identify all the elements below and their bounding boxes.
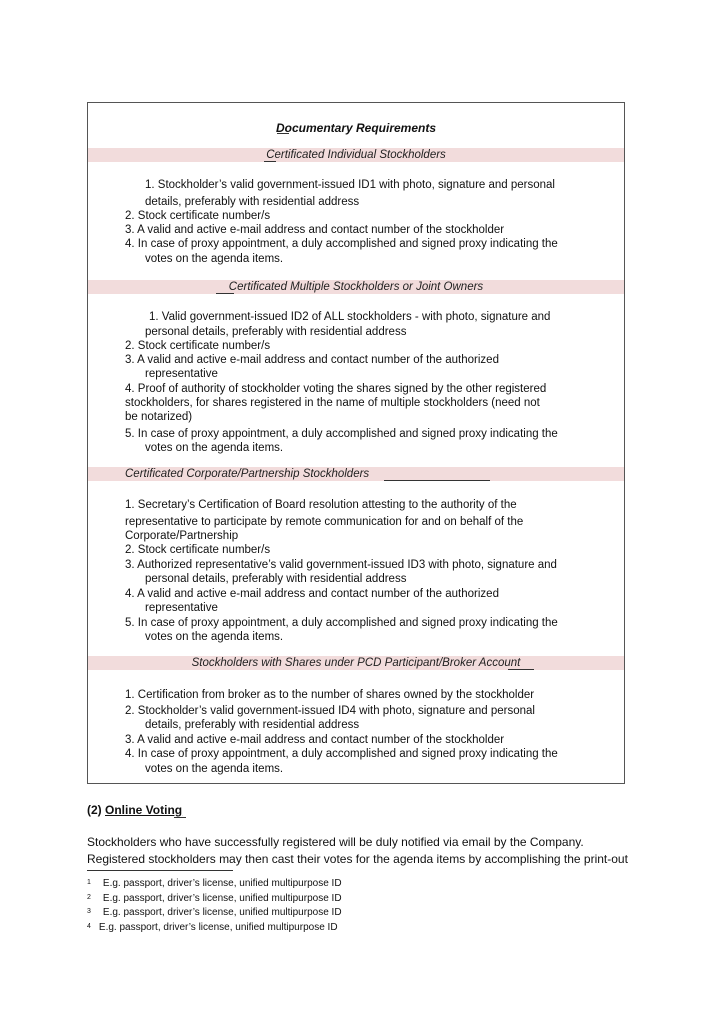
decorative-rule	[216, 293, 234, 294]
list-item: 4. In case of proxy appointment, a duly accomplished and signed proxy indicating the	[125, 748, 558, 760]
footnote-mark: 4	[87, 923, 91, 930]
list-item: 4. A valid and active e-mail address and contact number of the authorized	[125, 588, 499, 600]
list-item: representative	[145, 368, 218, 380]
list-item: stockholders, for shares registered in the name of multiple stockholders (need not	[125, 397, 540, 409]
section-heading-joint-owners: Certificated Multiple Stockholders or Joint Owners	[88, 280, 624, 294]
list-item: 3. A valid and active e-mail address and contact number of the stockholder	[125, 734, 505, 746]
list-item: 1. Stockholder’s valid government-issued ID1 with photo, signature and personal	[145, 179, 555, 191]
list-item: 2. Stockholder’s valid government-issued ID4 with photo, signature and personal	[125, 705, 535, 717]
list-item: representative	[145, 602, 218, 614]
decorative-rule	[264, 161, 276, 162]
footnote	[87, 892, 342, 905]
footnote	[87, 921, 338, 934]
footnote	[87, 906, 342, 919]
list-item: 1. Valid government-issued ID2 of ALL stockholders - with photo, signature and	[149, 311, 551, 323]
footnote-mark: 2	[87, 894, 91, 901]
list-item: details, preferably with residential address	[145, 719, 360, 731]
list-item: 4. In case of proxy appointment, a duly accomplished and signed proxy indicating the	[125, 238, 558, 250]
list-item: votes on the agenda items.	[145, 631, 284, 643]
decorative-rule	[384, 480, 490, 481]
section-heading-corporate: Certificated Corporate/Partnership Stockholders	[88, 467, 624, 481]
online-voting-number: (2)	[87, 803, 105, 817]
footnote-text: E.g. passport, driver’s license, unified multipurpose ID	[102, 893, 342, 904]
list-item: 2. Stock certificate number/s	[125, 544, 271, 556]
footnote	[87, 877, 342, 890]
list-item: votes on the agenda items.	[145, 253, 284, 265]
list-item: 3. Authorized representative’s valid government-issued ID3 with photo, signature and	[125, 559, 557, 571]
footnote-text: E.g. passport, driver’s license, unified multipurpose ID	[98, 922, 338, 933]
online-voting-label: Online Voting	[105, 803, 183, 817]
footnote-mark: 1	[87, 879, 91, 886]
decorative-rule	[508, 669, 534, 670]
section-heading-individual: Certificated Individual Stockholders	[88, 148, 624, 162]
list-item: 5. In case of proxy appointment, a duly accomplished and signed proxy indicating the	[125, 617, 558, 629]
documentary-requirements-box	[87, 102, 625, 784]
footnote-separator	[87, 870, 233, 871]
box-title: Documentary Requirements	[275, 121, 437, 135]
list-item: representative to participate by remote communication for and on behalf of the	[125, 516, 524, 528]
list-item: personal details, preferably with residential address	[145, 573, 407, 585]
list-item: votes on the agenda items.	[145, 442, 284, 454]
list-item: personal details, preferably with residential address	[145, 326, 407, 338]
list-item: votes on the agenda items.	[145, 763, 284, 775]
decorative-rule	[174, 817, 186, 818]
list-item: 5. In case of proxy appointment, a duly accomplished and signed proxy indicating the	[125, 428, 558, 440]
list-item: 1. Certification from broker as to the number of shares owned by the stockholder	[125, 689, 535, 701]
paragraph-line: Stockholders who have successfully registered will be duly notified via email by the Company.	[87, 835, 584, 849]
footnote-text: E.g. passport, driver’s license, unified multipurpose ID	[102, 878, 342, 889]
list-item: 3. A valid and active e-mail address and contact number of the stockholder	[125, 224, 505, 236]
list-item: be notarized)	[125, 411, 193, 423]
list-item: 2. Stock certificate number/s	[125, 210, 271, 222]
list-item: 1. Secretary’s Certification of Board resolution attesting to the authority of the	[125, 499, 517, 511]
footnote-text: E.g. passport, driver’s license, unified multipurpose ID	[102, 907, 342, 918]
paragraph-line: Registered stockholders may then cast their votes for the agenda items by accomplishing the print-out	[87, 852, 628, 866]
section-heading-pcd-broker: Stockholders with Shares under PCD Participant/Broker Account	[88, 656, 624, 670]
list-item: 4. Proof of authority of stockholder voting the shares signed by the other registered	[125, 383, 547, 395]
list-item: Corporate/Partnership	[125, 530, 239, 542]
list-item: details, preferably with residential address	[145, 196, 360, 208]
list-item: 2. Stock certificate number/s	[125, 340, 271, 352]
list-item: 3. A valid and active e-mail address and contact number of the authorized	[125, 354, 499, 366]
online-voting-heading	[87, 803, 182, 817]
footnote-mark: 3	[87, 908, 91, 915]
